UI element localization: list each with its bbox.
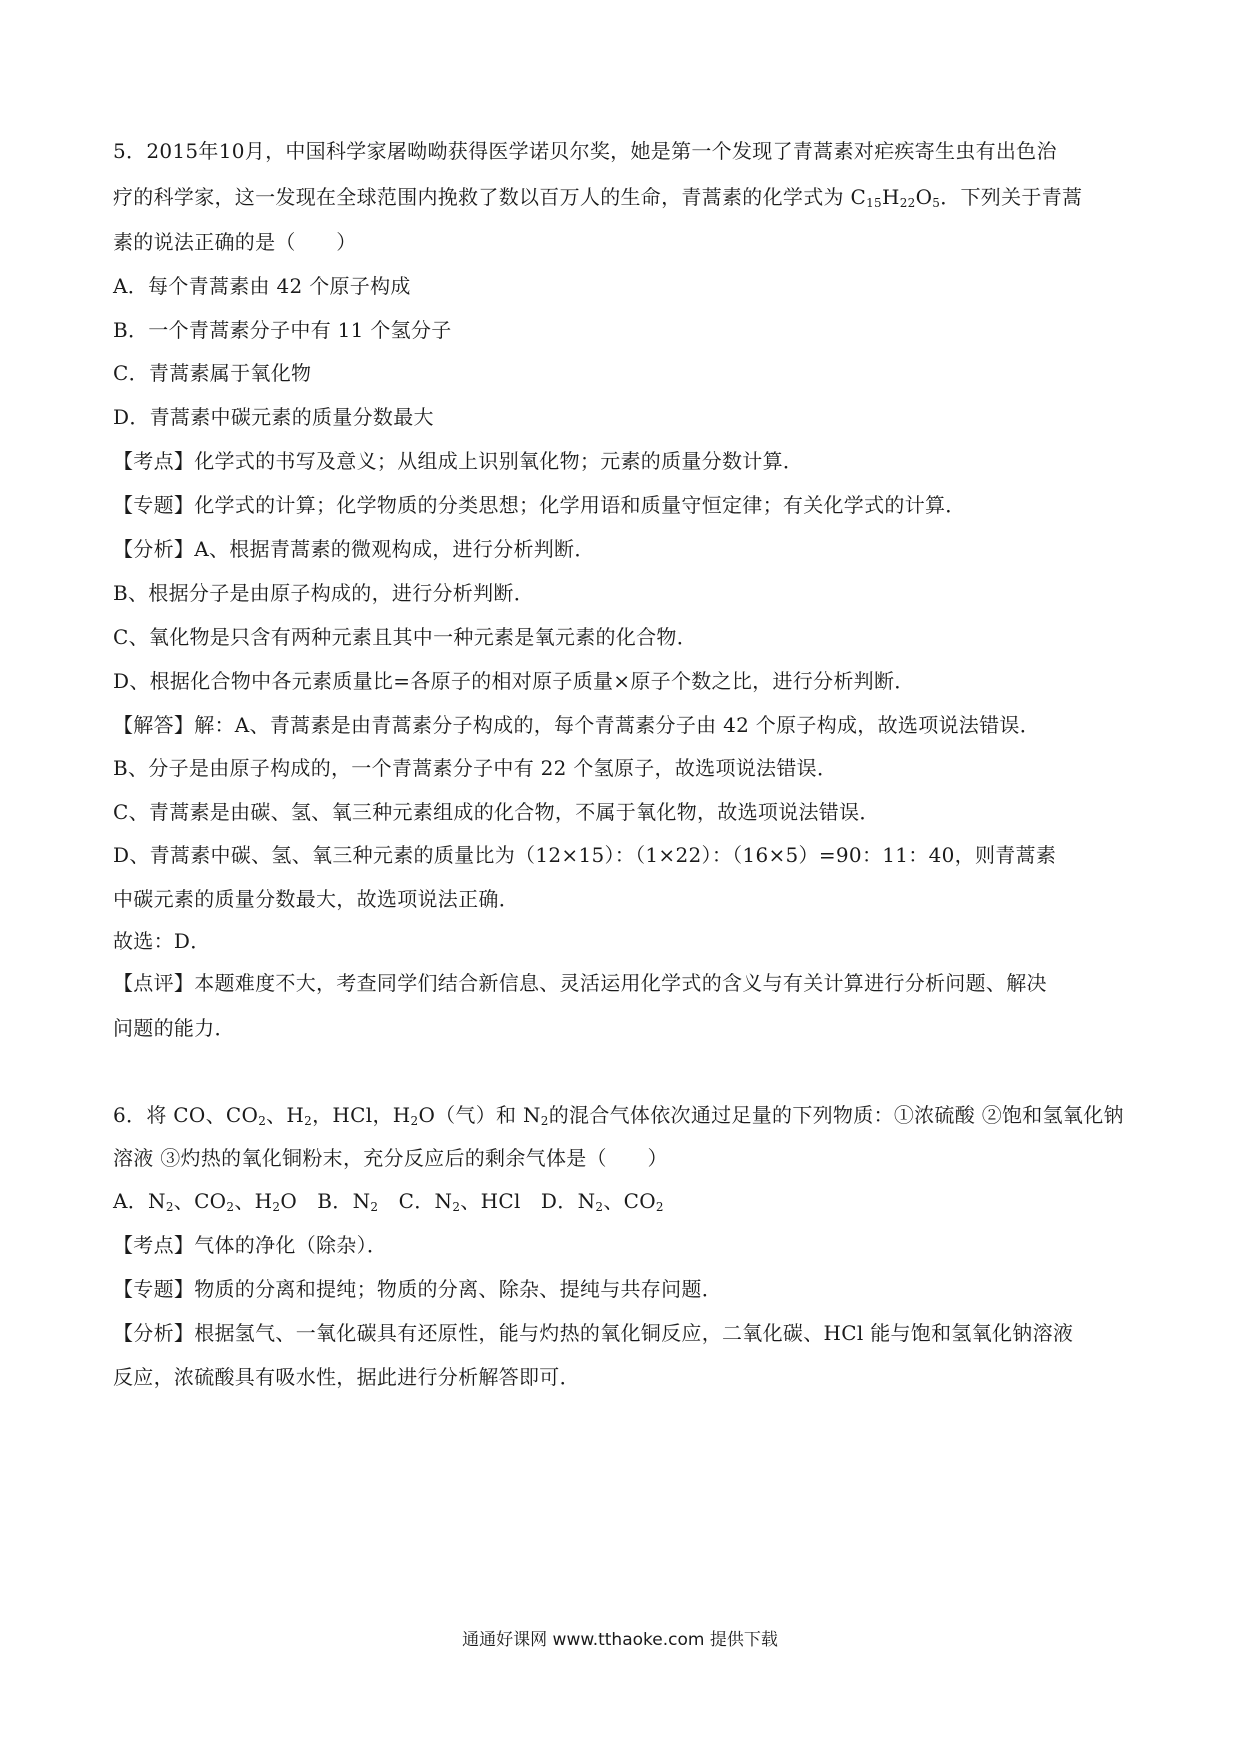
- q5-zhuanti: 【专题】化学式的计算；化学物质的分类思想；化学用语和质量守恒定律；有关化学式的计算．: [113, 493, 966, 517]
- subscript: 2: [452, 1200, 461, 1214]
- q5-fenxi-1: 【分析】A、根据青蒿素的微观构成，进行分析判断．: [113, 537, 595, 561]
- subscript: 2: [165, 1200, 174, 1214]
- q5-option-c: C．青蒿素属于氧化物: [113, 361, 312, 385]
- q6-fenxi-2: 反应，浓硫酸具有吸水性，据此进行分析解答即可．: [113, 1365, 580, 1389]
- q5-kaodian: 【考点】化学式的书写及意义；从组成上识别氧化物；元素的质量分数计算．: [113, 449, 804, 473]
- q5-jieda-2: B、分子是由原子构成的，一个青蒿素分子中有 22 个氢原子，故选项说法错误．: [113, 756, 838, 780]
- q5-dianping-2: 问题的能力．: [113, 1016, 235, 1040]
- q5-option-b: B．一个青蒿素分子中有 11 个氢分子: [113, 318, 452, 342]
- q5-dianping-1: 【点评】本题难度不大，考查同学们结合新信息、灵活运用化学式的含义与有关计算进行分析问题、解决: [113, 971, 1047, 995]
- subscript: 2: [258, 1114, 267, 1128]
- formula-part: H: [881, 185, 900, 209]
- subscript: 2: [595, 1200, 604, 1214]
- q5-fenxi-2: B、根据分子是由原子构成的，进行分析判断．: [113, 581, 534, 605]
- q5-stem-line-1: 5．2015年10月，中国科学家屠呦呦获得医学诺贝尔奖，她是第一个发现了青蒿素对疟疾寄生虫有出色治: [113, 139, 1057, 163]
- page-footer: 通通好课网 www.tthaoke.com 提供下载: [462, 1630, 778, 1650]
- subscript: 5: [932, 196, 941, 210]
- q6-stem-text: 6．将 CO、CO: [113, 1103, 259, 1127]
- subscript: 2: [410, 1114, 419, 1128]
- subscript: 2: [370, 1200, 379, 1214]
- q6-option-text: 、H: [234, 1189, 273, 1213]
- q6-stem-text: O（气）和 N: [418, 1103, 541, 1127]
- q6-options: [113, 1186, 1133, 1216]
- q5-option-d: D．青蒿素中碳元素的质量分数最大: [113, 405, 434, 429]
- q5-fenxi-4: D、根据化合物中各元素质量比=各原子的相对原子质量×原子个数之比，进行分析判断．: [113, 669, 915, 693]
- q5-fenxi-3: C、氧化物是只含有两种元素且其中一种元素是氧元素的化合物．: [113, 625, 698, 649]
- subscript: 2: [304, 1114, 313, 1128]
- q5-option-a: A．每个青蒿素由 42 个原子构成: [113, 274, 411, 298]
- q6-stem-text: 的混合气体依次通过足量的下列物质：①浓硫酸 ②饱和氢氧化钠: [548, 1103, 1124, 1127]
- q6-zhuanti: 【专题】物质的分离和提纯；物质的分离、除杂、提纯与共存问题．: [113, 1277, 722, 1301]
- q6-option-text: 、CO: [173, 1189, 227, 1213]
- q5-jieda-1: 【解答】解：A、青蒿素是由青蒿素分子构成的，每个青蒿素分子由 42 个原子构成，故选项说法错误．: [113, 713, 1041, 737]
- subscript: 2: [226, 1200, 235, 1214]
- q5-stem-text: 疗的科学家，这一发现在全球范围内挽救了数以百万人的生命，青蒿素的化学式为 C: [113, 185, 867, 209]
- subscript: 2: [655, 1200, 664, 1214]
- q6-stem-line-1: [113, 1100, 1133, 1130]
- q5-jieda-3: C、青蒿素是由碳、氢、氧三种元素组成的化合物，不属于氧化物，故选项说法错误．: [113, 800, 880, 824]
- subscript: 2: [540, 1114, 549, 1128]
- q6-kaodian: 【考点】气体的净化（除杂）．: [113, 1233, 388, 1257]
- q6-stem-text: 、H: [266, 1103, 305, 1127]
- q5-stem-line-3: 素的说法正确的是（ ）: [113, 230, 357, 254]
- q5-jieda-5: 中碳元素的质量分数最大，故选项说法正确．: [113, 887, 519, 911]
- q5-answer: 故选：D．: [113, 929, 211, 953]
- q6-option-text: 、CO: [603, 1189, 656, 1213]
- q5-stem-line-2: [113, 182, 1133, 212]
- q5-jieda-4: D、青蒿素中碳、氢、氧三种元素的质量比为（12×15）：（1×22）：（16×5）=90：11：40，则青蒿素: [113, 843, 1057, 867]
- subscript: 2: [272, 1200, 281, 1214]
- q6-option-text: A．N: [113, 1189, 166, 1213]
- q5-stem-text: ．下列关于青蒿: [940, 185, 1083, 209]
- q6-stem-text: ，HCl，H: [312, 1103, 411, 1127]
- q6-fenxi-1: 【分析】根据氢气、一氧化碳具有还原性，能与灼热的氧化铜反应，二氧化碳、HCl 能与饱和氢氧化钠溶液: [113, 1321, 1074, 1345]
- q6-stem-line-2: 溶液 ③灼热的氧化铜粉末，充分反应后的剩余气体是（ ）: [113, 1146, 668, 1170]
- subscript: 22: [899, 196, 916, 210]
- formula-part: O: [915, 185, 933, 209]
- q6-option-text: 、HCl D．N: [460, 1189, 596, 1213]
- q6-option-text: C．N: [378, 1189, 453, 1213]
- q6-option-text: O B．N: [280, 1189, 371, 1213]
- subscript: 15: [866, 196, 882, 210]
